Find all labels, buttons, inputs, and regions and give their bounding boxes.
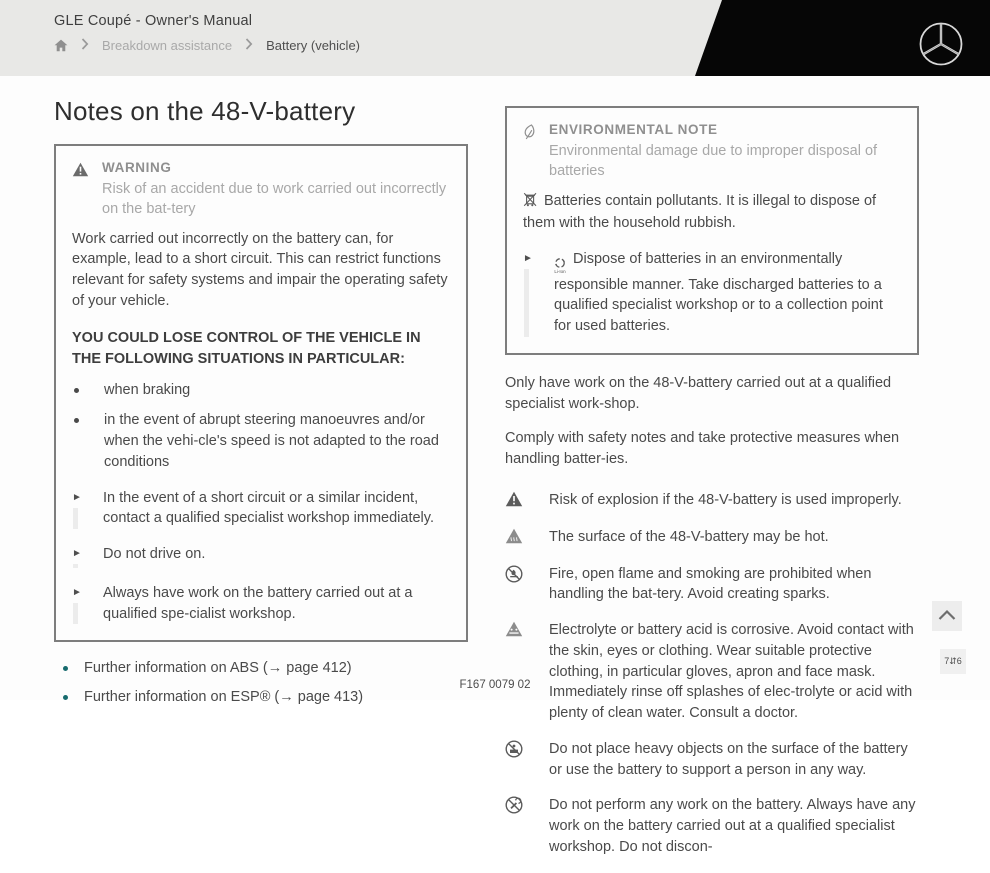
explosion-warning-icon xyxy=(505,490,549,512)
safety-text: Electrolyte or battery acid is corrosive. Avoid contact with the skin, eyes or clothing. Wear suitable protective clothing, in particular gloves, apron and face mask. Immediately rinse off splashes of elec-trolyte or acid with plenty of clean water. Consult a doctor. xyxy=(549,622,914,722)
no-household-disposal-icon xyxy=(523,192,537,214)
instruction-item xyxy=(72,488,451,529)
link-text: Further information on ESP® (→ page 413) xyxy=(84,688,364,705)
home-icon[interactable] xyxy=(54,39,68,52)
header-brand-panel xyxy=(690,0,990,76)
safety-symbol-list xyxy=(505,490,919,858)
instruction-text: Do not drive on. xyxy=(103,545,206,562)
guide-bar xyxy=(524,269,529,337)
environmental-note-subtitle: Environmental damage due to improper disposal of batteries xyxy=(549,143,878,180)
paragraph: Comply with safety notes and take protective measures when handling batter-ies. xyxy=(505,430,900,467)
guide-bar xyxy=(73,603,78,624)
bullet-icon xyxy=(63,695,68,700)
instruction-text: Always have work on the battery carried out at a qualified spe-cialist workshop. xyxy=(103,584,413,622)
chevron-right-icon xyxy=(245,38,253,53)
list-item xyxy=(72,380,451,401)
li-ion-label: Li-Ion xyxy=(554,269,566,275)
li-ion-battery-recycle-icon xyxy=(554,257,566,275)
header-bar xyxy=(0,0,990,76)
bullet-icon xyxy=(74,418,79,423)
page-footer-code: F167 0079 02 xyxy=(459,679,531,691)
chevron-up-icon xyxy=(937,609,957,624)
instruction-item xyxy=(523,249,902,337)
warning-box xyxy=(54,144,468,642)
page-jump-button[interactable]: 7⇵6 xyxy=(940,649,966,674)
link-further-info-abs[interactable] xyxy=(61,658,468,678)
environmental-body xyxy=(523,191,902,234)
instruction-text: In the event of a short circuit or a similar incident, contact a qualified specialist workshop immediately. xyxy=(103,489,434,527)
bullet-text: in the event of abrupt steering manoeuvres and/or when the vehi-cle's speed is not adapted to the road conditions xyxy=(104,412,439,470)
breadcrumb xyxy=(54,38,360,53)
hot-surface-warning-icon xyxy=(505,527,549,549)
safety-item xyxy=(505,795,919,857)
safety-text: Do not perform any work on the battery. Always have any work on the battery carried out at a qualified specialist workshop. Do not discon- xyxy=(549,797,916,855)
instruction-item xyxy=(72,583,451,624)
bullet-icon xyxy=(74,388,79,393)
app-title: GLE Coupé - Owner's Manual xyxy=(54,13,253,29)
safety-text: Fire, open flame and smoking are prohibited when handling the bat-tery. Avoid creating sparks. xyxy=(549,565,872,603)
safety-item xyxy=(505,620,919,724)
warning-bullet-list xyxy=(72,380,451,473)
guide-bar xyxy=(73,508,78,529)
chevron-right-icon xyxy=(81,38,89,53)
environmental-body-text: Batteries contain pollutants. It is illegal to dispose of them with the household rubbish. xyxy=(523,192,877,232)
safety-item xyxy=(505,490,919,512)
paragraph: Only have work on the 48-V-battery carried out at a qualified specialist work-shop. xyxy=(505,374,892,412)
breadcrumb-item-battery-vehicle[interactable]: Battery (vehicle) xyxy=(266,38,360,53)
no-load-icon xyxy=(505,739,549,780)
leaf-icon xyxy=(523,124,536,182)
warning-subtitle: Risk of an accident due to work carried out incorrectly on the bat-tery xyxy=(102,181,447,218)
environmental-note-box xyxy=(505,106,919,355)
mercedes-star-icon xyxy=(918,21,964,72)
warning-triangle-icon xyxy=(72,162,89,220)
corrosive-warning-icon xyxy=(505,620,549,724)
scroll-to-top-button[interactable] xyxy=(932,601,962,631)
safety-text: Do not place heavy objects on the surface of the battery or use the battery to support a person in any way. xyxy=(549,740,908,778)
bullet-text: when braking xyxy=(104,381,191,398)
arrow-bullet-icon: ► xyxy=(523,253,533,265)
warning-label: WARNING xyxy=(102,160,172,175)
instruction-text: Dispose of batteries in an environmentally responsible manner. Take discharged batteries to a qualified specialist workshop or to a collection point for used batteries. xyxy=(554,251,883,335)
arrow-bullet-icon: ► xyxy=(72,491,82,503)
warning-body: Work carried out incorrectly on the battery can, for example, lead to a short circuit. This can restrict functions relevant for safety systems and impair the operating safety of your vehicle. xyxy=(72,230,448,309)
list-item xyxy=(72,410,451,472)
warning-emphasis: YOU COULD LOSE CONTROL OF THE VEHICLE IN THE FOLLOWING SITUATIONS IN PARTICULAR: xyxy=(72,329,421,367)
breadcrumb-item-breakdown-assistance[interactable]: Breakdown assistance xyxy=(102,38,233,53)
no-work-icon xyxy=(505,795,549,857)
page-title: Notes on the 48-V-battery xyxy=(54,96,356,126)
arrow-bullet-icon: ► xyxy=(72,547,82,559)
safety-item xyxy=(505,739,919,780)
guide-bar xyxy=(73,564,78,568)
safety-text: Risk of explosion if the 48-V-battery is used improperly. xyxy=(549,491,902,508)
safety-text: The surface of the 48-V-battery may be hot. xyxy=(549,528,829,545)
instruction-item xyxy=(72,544,451,568)
bullet-icon xyxy=(63,666,68,671)
no-fire-icon xyxy=(505,564,549,605)
environmental-note-label: ENVIRONMENTAL NOTE xyxy=(549,122,718,137)
arrow-bullet-icon: ► xyxy=(72,586,82,598)
link-text: Further information on ABS (→ page 412) xyxy=(84,660,352,677)
safety-item xyxy=(505,527,919,549)
safety-item xyxy=(505,564,919,605)
